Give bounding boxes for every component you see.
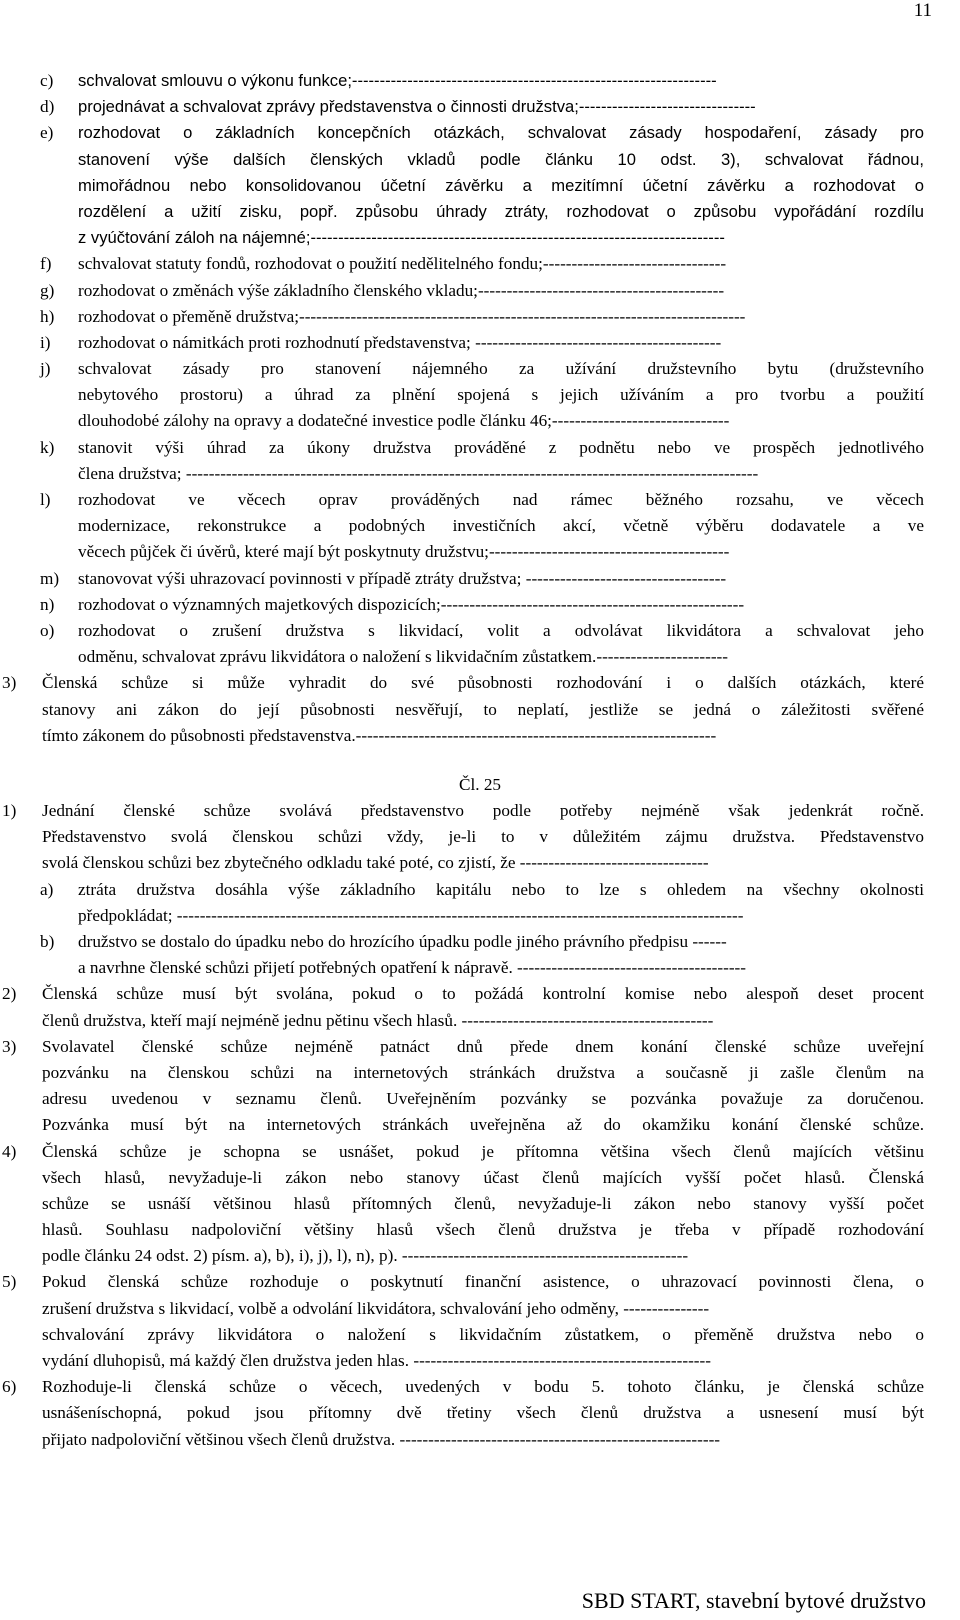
text-line xyxy=(0,382,960,408)
text-line xyxy=(0,225,960,251)
line-text: svolá členskou schůzi bez zbytečného odkladu také poté, co zjistí, že --------------------------------- xyxy=(42,853,709,873)
text-line xyxy=(0,120,960,146)
text-line xyxy=(0,68,960,94)
line-text: projednávat a schvalovat zprávy představenstva o činnosti družstva;-------------------------------- xyxy=(78,97,756,117)
text-line xyxy=(0,981,960,1007)
item-label: a) xyxy=(40,879,54,899)
text-line xyxy=(0,199,960,225)
item-label: g) xyxy=(40,280,55,300)
text-line xyxy=(0,1400,960,1426)
text-line xyxy=(0,566,960,592)
text-line xyxy=(0,304,960,330)
text-line xyxy=(0,513,960,539)
line-text: rozdělení a užití zisku, popř. způsobu úhrady ztráty, rozhodovat o způsobu vypořádání rozdílu xyxy=(78,201,924,221)
line-text: Pokud členská schůze rozhoduje o poskytnutí finanční asistence, o uhrazovací povinnosti člena, o xyxy=(42,1272,924,1292)
text-line xyxy=(0,408,960,434)
text-line xyxy=(0,435,960,461)
text-line xyxy=(0,147,960,173)
text-line xyxy=(0,1060,960,1086)
item-label: l) xyxy=(40,490,51,509)
text-line xyxy=(0,1348,960,1374)
item-label: c) xyxy=(40,71,54,90)
line-text: rozhodovat o zrušení družstva s likvidací, volit a odvolávat likvidátora a schvalovat jeho xyxy=(78,620,924,640)
line-text: rozhodovat o významných majetkových dispozicích;----------------------------------------------------- xyxy=(78,594,745,614)
line-text: odměnu, schvalovat zprávu likvidátora o naložení s likvidačním zůstatkem.----------------------- xyxy=(78,647,728,667)
text-line xyxy=(0,1243,960,1269)
item-label: d) xyxy=(40,97,55,117)
text-line xyxy=(0,1269,960,1295)
text-line xyxy=(0,955,960,981)
text-line xyxy=(0,1008,960,1034)
text-line xyxy=(0,670,960,696)
line-text: přijato nadpoloviční většinou všech členů družstva. -------------------------------------------------------- xyxy=(42,1429,721,1449)
text-line xyxy=(0,1034,960,1060)
text-line xyxy=(0,929,960,955)
line-text: schvalování zprávy likvidátora o naložení s likvidačním zůstatkem, o přeměně družstva nebo o xyxy=(42,1324,924,1344)
item-label: 6) xyxy=(2,1377,17,1397)
line-text: předpokládat; --------------------------------------------------------------------------------------------------- xyxy=(78,905,744,925)
line-text: stanovit výši úhrad za úkony družstva prováděné z podnětu nebo ve prospěch jednotlivého xyxy=(78,437,924,457)
item-label: h) xyxy=(40,306,55,326)
item-label: m) xyxy=(40,568,60,588)
line-text: adresu uvedenou v seznamu členů. Uveřejněním pozvánky se pozvánka považuje za doručenou. xyxy=(42,1089,924,1109)
text-line xyxy=(0,1112,960,1138)
line-text: člena družstva; ---------------------------------------------------------------------------------------------------- xyxy=(78,463,759,483)
line-text: vydání dluhopisů, má každý člen družstva jeden hlas. ---------------------------------------------------- xyxy=(42,1351,711,1370)
item-label: j) xyxy=(40,359,51,379)
line-text: ztráta družstva dosáhla výše základního kapitálu nebo to lze s ohledem na všechny okolnosti xyxy=(78,879,924,899)
line-text: Pozvánka musí být na internetových stránkách uveřejněna až do okamžiku konání členské schůze. xyxy=(42,1115,924,1135)
text-line xyxy=(0,1165,960,1191)
text-line xyxy=(0,618,960,644)
line-text: družstvo se dostalo do úpadku nebo do hrozícího úpadku podle jiného právního předpisu ------ xyxy=(78,932,727,951)
text-line xyxy=(0,278,960,304)
line-text: rozhodovat o námitkách proti rozhodnutí představenstva; ------------------------------------------- xyxy=(78,332,722,352)
line-text: nebytového prostoru) a úhrad za plnění spojená s jejich užíváním a pro tvorbu a použití xyxy=(78,385,924,405)
text-line xyxy=(0,94,960,120)
text-line xyxy=(0,903,960,929)
line-text: věcech půjček či úvěrů, které mají být poskytnuty družstvu;------------------------------------------ xyxy=(78,542,730,562)
line-text: Členská schůze musí být svolána, pokud o to požádá kontrolní komise nebo alespoň deset procent xyxy=(42,984,924,1004)
line-text: usnášeníschopná, pokud jsou přítomny dvě třetiny všech členů družstva a usnesení musí být xyxy=(42,1403,924,1423)
text-line xyxy=(0,1374,960,1400)
text-line xyxy=(0,850,960,876)
item-label: o) xyxy=(40,620,55,640)
line-text: stanovy ani zákon do její působnosti nesvěřují, to neplatí, jestliže se jedná o záležitosti svěřené xyxy=(42,699,924,719)
text-line xyxy=(0,1139,960,1165)
text-line xyxy=(0,1217,960,1243)
text-line xyxy=(0,539,960,565)
item-label: 4) xyxy=(2,1141,17,1161)
line-text: schůze se usnáší většinou hlasů přítomných členů, nevyžaduje-li zákon nebo stanovy vyšší počet xyxy=(42,1193,924,1213)
item-label: 5) xyxy=(2,1272,17,1292)
text-line xyxy=(0,1322,960,1348)
line-text: členů družstva, kteří mají nejméně jednu pětinu všech hlasů. -------------------------------------------- xyxy=(42,1010,714,1030)
document-body xyxy=(0,68,960,1453)
line-text: Rozhoduje-li členská schůze o věcech, uvedených v bodu 5. tohoto článku, je členská schůze xyxy=(42,1377,924,1397)
text-line xyxy=(0,461,960,487)
line-text: rozhodovat o přeměně družstva;------------------------------------------------------------------------------ xyxy=(78,306,746,326)
line-text: dlouhodobé zálohy na opravy a dodatečné investice podle článku 46;------------------------------- xyxy=(78,411,730,431)
line-text: Členská schůze si může vyhradit do své působnosti rozhodování i o dalších otázkách, které xyxy=(42,673,924,693)
line-text: rozhodovat ve věcech oprav prováděných nad rámec běžného rozsahu, ve věcech xyxy=(78,490,924,509)
text-line xyxy=(0,1086,960,1112)
text-line xyxy=(0,723,960,749)
text-line xyxy=(0,251,960,277)
item-label: k) xyxy=(40,437,55,457)
line-text: Jednání členské schůze svolává představenstvo podle potřeby nejméně však jedenkrát ročně. xyxy=(42,801,924,821)
item-label: i) xyxy=(40,332,51,352)
line-text: a navrhne členské schůzi přijetí potřebných opatření k nápravě. ---------------------------------------- xyxy=(78,958,747,978)
page-number: 11 xyxy=(913,0,932,21)
item-label: e) xyxy=(40,123,54,143)
line-text: stanovovat výši uhrazovací povinnosti v případě ztráty družstva; ----------------------------------- xyxy=(78,568,727,588)
line-text: všech hlasů, nevyžaduje-li zákon nebo stanovy účast členů majících vyšší počet hlasů. Členská xyxy=(42,1167,924,1187)
line-text: schvalovat smlouvu o výkonu funkce;------------------------------------------------------------------ xyxy=(78,71,717,90)
line-text: rozhodovat o základních koncepčních otázkách, schvalovat zásady hospodaření, zásady pro xyxy=(78,123,924,143)
text-line xyxy=(0,592,960,618)
item-label: 2) xyxy=(2,984,17,1004)
item-label: 3) xyxy=(2,673,17,693)
page-footer: SBD START, stavební bytové družstvo xyxy=(581,1588,926,1613)
text-line xyxy=(0,173,960,199)
text-line xyxy=(0,798,960,824)
text-line xyxy=(0,1427,960,1453)
article-heading xyxy=(0,772,960,798)
text-line xyxy=(0,330,960,356)
text-line xyxy=(0,644,960,670)
line-text: Svolavatel členské schůze nejméně patnáct dnů přede dnem konání členské schůze uveřejní xyxy=(42,1036,924,1056)
line-text: mimořádnou nebo konsolidovanou účetní závěrku a mezitímní účetní závěrku a rozhodovat o xyxy=(78,175,924,195)
item-label: b) xyxy=(40,932,55,951)
item-label: 1) xyxy=(2,801,17,821)
paragraph-gap xyxy=(0,749,960,772)
text-line xyxy=(0,487,960,513)
line-text: stanovení výše dalších členských vkladů podle článku 10 odst. 3), schvalovat řádnou, xyxy=(78,149,924,169)
line-text: z vyúčtování záloh na nájemné;--------------------------------------------------------------------------- xyxy=(78,228,725,248)
text-line xyxy=(0,356,960,382)
line-text: rozhodovat o změnách výše základního členského vkladu;------------------------------------------- xyxy=(78,280,725,300)
line-text: schvalovat statuty fondů, rozhodovat o použití nedělitelného fondu;-------------------------------- xyxy=(78,254,727,274)
item-label: f) xyxy=(40,254,52,274)
line-text: tímto zákonem do působnosti představenstva.--------------------------------------------------------------- xyxy=(42,725,717,745)
text-line xyxy=(0,697,960,723)
line-text: modernizace, rekonstrukce a podobných investičních akcí, včetně výběru dodavatele a ve xyxy=(78,516,924,536)
line-text: Představenstvo svolá členskou schůzi vždy, je-li to v důležitém zájmu družstva. Představenstvo xyxy=(42,827,924,847)
article-heading-text: Čl. 25 xyxy=(458,774,502,794)
line-text: podle článku 24 odst. 2) písm. a), b), i), j), l), n), p). -------------------------------------------------- xyxy=(42,1246,689,1266)
line-text: hlasů. Souhlasu nadpoloviční většiny hlasů všech členů družstva je třeba v případě rozhodování xyxy=(42,1220,924,1240)
text-line xyxy=(0,824,960,850)
line-text: zrušení družstva s likvidací, volbě a odvolání likvidátora, schvalování jeho odměny, --------------- xyxy=(42,1298,710,1318)
line-text: schvalovat zásady pro stanovení nájemného za užívání družstevního bytu (družstevního xyxy=(78,359,924,379)
item-label: n) xyxy=(40,594,55,614)
line-text: Členská schůze je schopna se usnášet, pokud je přítomna většina všech členů majících většinu xyxy=(42,1141,924,1161)
text-line xyxy=(0,1296,960,1322)
text-line xyxy=(0,877,960,903)
text-line xyxy=(0,1191,960,1217)
item-label: 3) xyxy=(2,1036,17,1056)
line-text: pozvánku na členskou schůzi na internetových stránkách družstva a současně ji zašle členům na xyxy=(42,1062,924,1082)
